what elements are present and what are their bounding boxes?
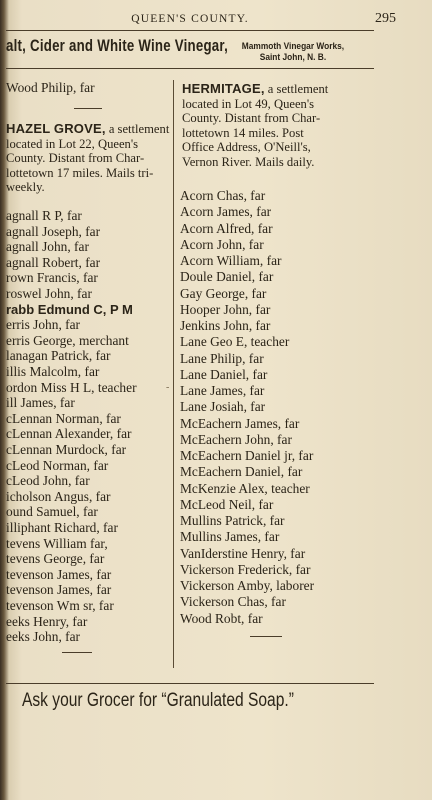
- section-separator: [62, 652, 92, 653]
- list-item: Lane Josiah, far: [180, 399, 266, 415]
- settlement-description: located in Lot 22, Queen's: [6, 136, 139, 151]
- vinegar-works-name: Mammoth Vinegar Works,: [241, 41, 345, 52]
- section-separator: [74, 108, 102, 109]
- list-item: Vickerson Amby, laborer: [180, 578, 315, 593]
- list-item: tevens George, far: [6, 551, 105, 567]
- settlement-name: HAZEL GROVE,: [6, 121, 106, 136]
- list-item: erris John, far: [6, 317, 80, 333]
- list-item: cLennan Murdock, far: [6, 442, 127, 457]
- list-item: tevenson James, far: [6, 582, 112, 598]
- settlement-description: a settlement: [105, 122, 170, 136]
- section-separator: [250, 636, 282, 637]
- settlement-description: a settlement: [264, 82, 329, 96]
- settlement-description: lottetown 17 miles. Mails tri-: [6, 165, 154, 180]
- list-item: roswel John, far: [6, 286, 92, 301]
- list-item: ordon Miss H L, teacher: [6, 379, 137, 395]
- list-item: Lane Geo E, teacher: [180, 334, 290, 350]
- list-item: lanagan Patrick, far: [6, 348, 111, 364]
- list-item: Wood Philip, far: [6, 80, 95, 95]
- list-item: Hooper John, far: [180, 301, 271, 317]
- advertisement-rule: [6, 68, 374, 69]
- running-head: QUEEN'S COUNTY.: [131, 13, 249, 25]
- settlement-description: Office Address, O'Neill's,: [182, 140, 311, 154]
- list-item: McEachern James, far: [180, 415, 300, 431]
- list-item: erris George, merchant: [6, 332, 129, 348]
- vinegar-works-address: [234, 41, 352, 63]
- settlement-description: Vernon River. Mails daily.: [182, 154, 315, 169]
- list-item: Acorn John, far: [180, 236, 264, 252]
- list-item: tevens William far,: [6, 535, 108, 551]
- list-item: Mullins James, far: [180, 529, 280, 545]
- list-item: McEachern Daniel, far: [180, 464, 303, 480]
- header-rule: [6, 30, 374, 31]
- list-item: McEachern John, far: [180, 431, 292, 447]
- list-item: agnall Joseph, far: [6, 223, 101, 239]
- vinegar-advertisement: alt, Cider and White Wine Vinegar,: [6, 36, 229, 55]
- list-item: icholson Angus, far: [6, 488, 111, 504]
- vinegar-works-city: Saint John, N. B.: [259, 52, 327, 63]
- column-divider: [173, 80, 174, 668]
- list-item: VanIderstine Henry, far: [180, 545, 306, 561]
- list-item: cLeod John, far: [6, 473, 90, 489]
- list-item: Mullins Patrick, far: [180, 513, 285, 528]
- list-item: Doule Daniel, far: [180, 269, 274, 285]
- list-item: Vickerson Chas, far: [180, 594, 286, 610]
- list-item: cLennan Alexander, far: [6, 426, 132, 442]
- settlement-description: weekly.: [6, 180, 45, 194]
- list-item: McLeod Neil, far: [180, 496, 274, 512]
- settlement-description: County. Distant from Char-: [6, 151, 145, 165]
- list-item: illis Malcolm, far: [6, 364, 100, 379]
- list-item: rabb Edmund C, P M: [6, 301, 133, 317]
- settlement-description: located in Lot 49, Queen's: [182, 96, 315, 111]
- list-item: Gay George, far: [180, 285, 267, 301]
- list-item: Lane James, far: [180, 383, 265, 398]
- list-item: Lane Philip, far: [180, 350, 264, 366]
- list-item: Lane Daniel, far: [180, 366, 268, 382]
- list-item: ound Samuel, far: [6, 504, 98, 520]
- soap-advertisement: Ask your Grocer for “Granulated Soap.”: [22, 690, 294, 711]
- list-item: tevenson James, far: [6, 566, 112, 582]
- settlement-description: County. Distant from Char-: [182, 111, 321, 125]
- list-item: Acorn Alfred, far: [180, 220, 273, 236]
- list-item: agnall R P, far: [6, 208, 82, 223]
- settlement-hazel-grove: [6, 122, 170, 195]
- list-item: Wood Robt, far: [180, 610, 263, 626]
- list-item: cLennan Norman, far: [6, 410, 121, 426]
- settlement-description: lottetown 14 miles. Post: [182, 125, 304, 140]
- list-item: McEachern Daniel jr, far: [180, 448, 314, 463]
- list-item: eeks Henry, far: [6, 613, 88, 629]
- settlement-hermitage: [182, 82, 374, 169]
- list-item: agnall John, far: [6, 239, 89, 255]
- list-item: eeks John, far: [6, 629, 80, 645]
- settlement-name: HERMITAGE,: [182, 81, 265, 96]
- list-item: Vickerson Frederick, far: [180, 561, 311, 577]
- list-item: Acorn Chas, far: [180, 188, 266, 203]
- footer-rule: [6, 683, 374, 684]
- margin-mark: -: [166, 382, 170, 393]
- list-item: tevenson Wm sr, far: [6, 598, 114, 613]
- list-item: Acorn James, far: [180, 204, 272, 220]
- list-item: Jenkins John, far: [180, 318, 271, 333]
- list-item: McKenzie Alex, teacher: [180, 480, 310, 496]
- list-item: cLeod Norman, far: [6, 457, 109, 473]
- page-number: 295: [375, 11, 396, 26]
- list-item: rown Francis, far: [6, 270, 98, 286]
- list-item: Acorn William, far: [180, 253, 282, 268]
- list-item: agnall Robert, far: [6, 254, 101, 270]
- list-item: illiphant Richard, far: [6, 520, 118, 535]
- list-item: ill James, far: [6, 395, 75, 411]
